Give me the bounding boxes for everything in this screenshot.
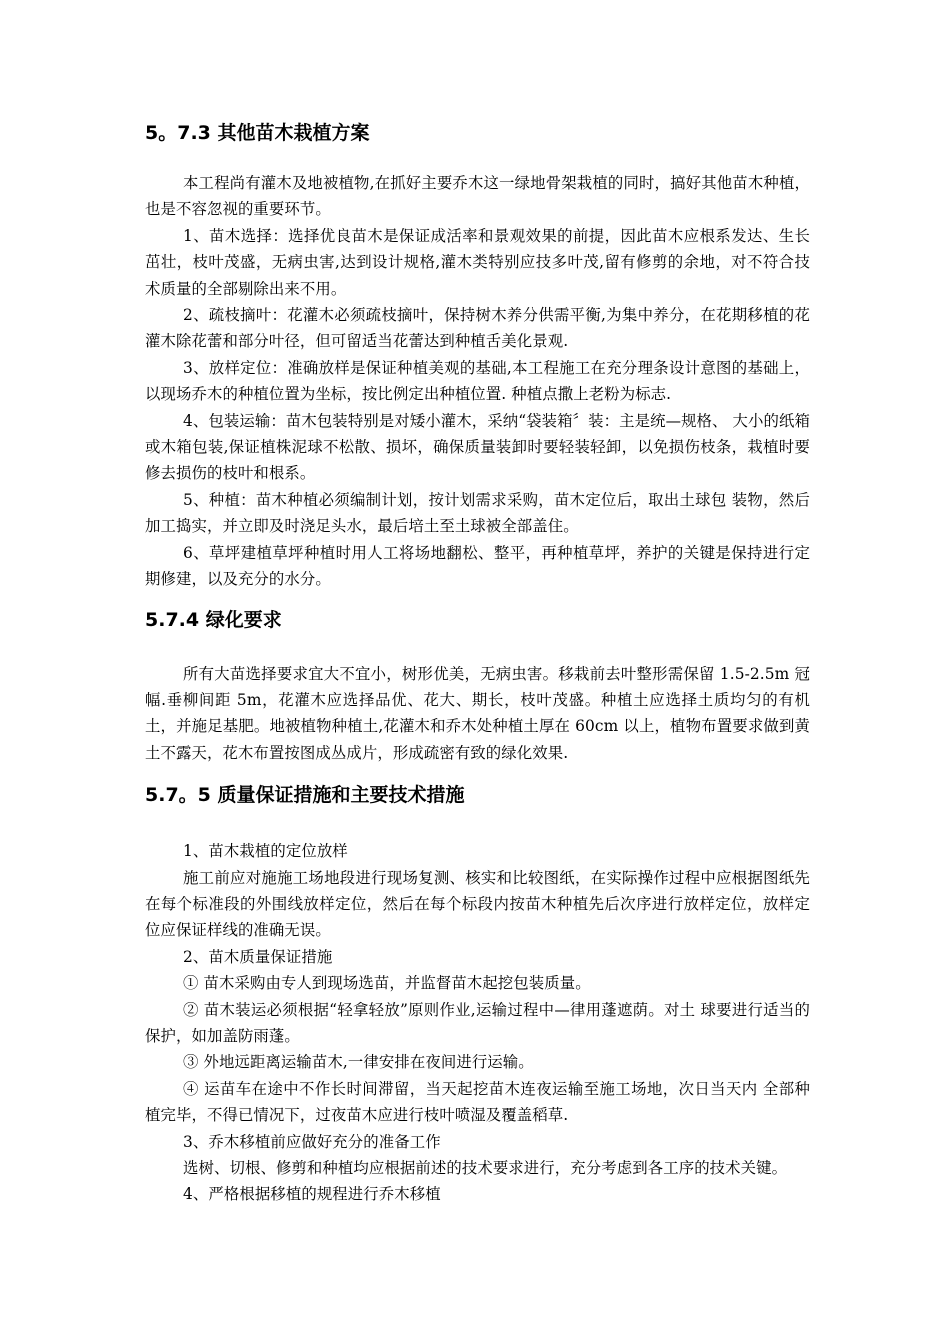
paragraph: ③ 外地远距离运输苗木,一律安排在夜间进行运输。 bbox=[183, 1053, 534, 1072]
paragraph: 2、苗木质量保证措施 bbox=[183, 947, 333, 966]
paragraph: ④ 运苗车在途中不作长时间滞留，当天起挖苗木连夜运输至施工场地，次日当天内 全部种植完毕，不得已情况下，过夜苗木应进行枝叶喷湿及覆盖稻草. bbox=[145, 1079, 810, 1125]
paragraph: 3、放样定位：准确放样是保证种植美观的基础,本工程施工在充分理条设计意图的基础上，以现场乔木的种植位置为坐标，按比例定出种植位置. 种植点撒上老粉为标志. bbox=[145, 358, 810, 404]
paragraph: ① 苗木采购由专人到现场选苗，并监督苗木起挖包装质量。 bbox=[183, 974, 591, 993]
section-body-5-7-4 bbox=[145, 661, 810, 767]
section-body-5-7-5 bbox=[145, 838, 810, 1208]
paragraph: 3、乔木移植前应做好充分的准备工作 bbox=[183, 1132, 441, 1151]
section-body-5-7-3 bbox=[145, 170, 810, 593]
paragraph: 所有大苗选择要求宜大不宜小，树形优美，无病虫害。移栽前去叶整形需保留 1.5-2.5m 冠幅.垂柳间距 5m，花灌木应选择品优、花大、期长，枝叶茂盛。种植土应选择土质均匀的有机土，并施足基肥。地被植物种植土,花灌木和乔木处种植土厚在 60cm 以上，植物布置要求做到黄土不露天，花木布置按图成丛成片，形成疏密有致的绿化效果. bbox=[145, 664, 810, 762]
paragraph: 本工程尚有灌木及地被植物,在抓好主要乔木这一绿地骨架栽植的同时，搞好其他苗木种植，也是不容忽视的重要环节。 bbox=[145, 174, 810, 219]
paragraph: 4、严格根据移植的规程进行乔木移植 bbox=[183, 1185, 441, 1204]
section-heading-5-7-3: 5。7.3 其他苗木栽植方案 bbox=[145, 122, 370, 144]
paragraph: 施工前应对施施工场地段进行现场复测、核实和比较图纸，在实际操作过程中应根据图纸先在每个标准段的外围线放样定位，然后在每个标段内按苗木种植先后次序进行放样定位，放样定位应保证样线的准确无误。 bbox=[145, 868, 810, 940]
section-heading-5-7-4: 5.7.4 绿化要求 bbox=[145, 608, 282, 631]
paragraph: 1、苗木栽植的定位放样 bbox=[183, 842, 348, 861]
paragraph: 4、包装运输：苗木包装特别是对矮小灌木，采纳“袋装箱〞装：主是统—规格、 大小的纸箱或木箱包装,保证植株泥球不松散、损坏，确保质量装卸时要轻装轻卸，以免损伤枝条，栽植时要修去损伤的枝叶和根系。 bbox=[145, 411, 810, 483]
section-heading-5-7-5: 5.7。5 质量保证措施和主要技术措施 bbox=[145, 784, 465, 807]
paragraph: 选树、切根、修剪和种植均应根据前述的技术要求进行，充分考虑到各工序的技术关键。 bbox=[183, 1159, 788, 1177]
paragraph: 5、种植：苗木种植必须编制计划，按计划需求采购，苗木定位后，取出土球包 装物，然后加工捣实，并立即及时浇足头水，最后培土至土球被全部盖住。 bbox=[145, 490, 810, 536]
paragraph: 2、疏枝摘叶：花灌木必须疏枝摘叶，保持树木养分供需平衡,为集中养分，在花期移植的花灌木除花蕾和部分叶径，但可留适当花蕾达到种植舌美化景观. bbox=[145, 306, 810, 351]
document-page bbox=[145, 118, 810, 1208]
paragraph: ② 苗木装运必须根据“轻拿轻放”原则作业,运输过程中—律用蓬遮荫。对土 球要进行适当的保护，如加盖防雨蓬。 bbox=[145, 1000, 810, 1045]
paragraph: 6、草坪建植草坪种植时用人工将场地翻松、整平，再种植草坪，养护的关键是保持进行定期修建，以及充分的水分。 bbox=[145, 543, 810, 589]
paragraph: 1、苗木选择：选择优良苗木是保证成活率和景观效果的前提，因此苗木应根系发达、生长茁壮，枝叶茂盛，无病虫害,达到设计规格,灌木类特别应技多叶茂,留有修剪的余地，对不符合技术质量的全部剔除出来不用。 bbox=[145, 226, 810, 298]
